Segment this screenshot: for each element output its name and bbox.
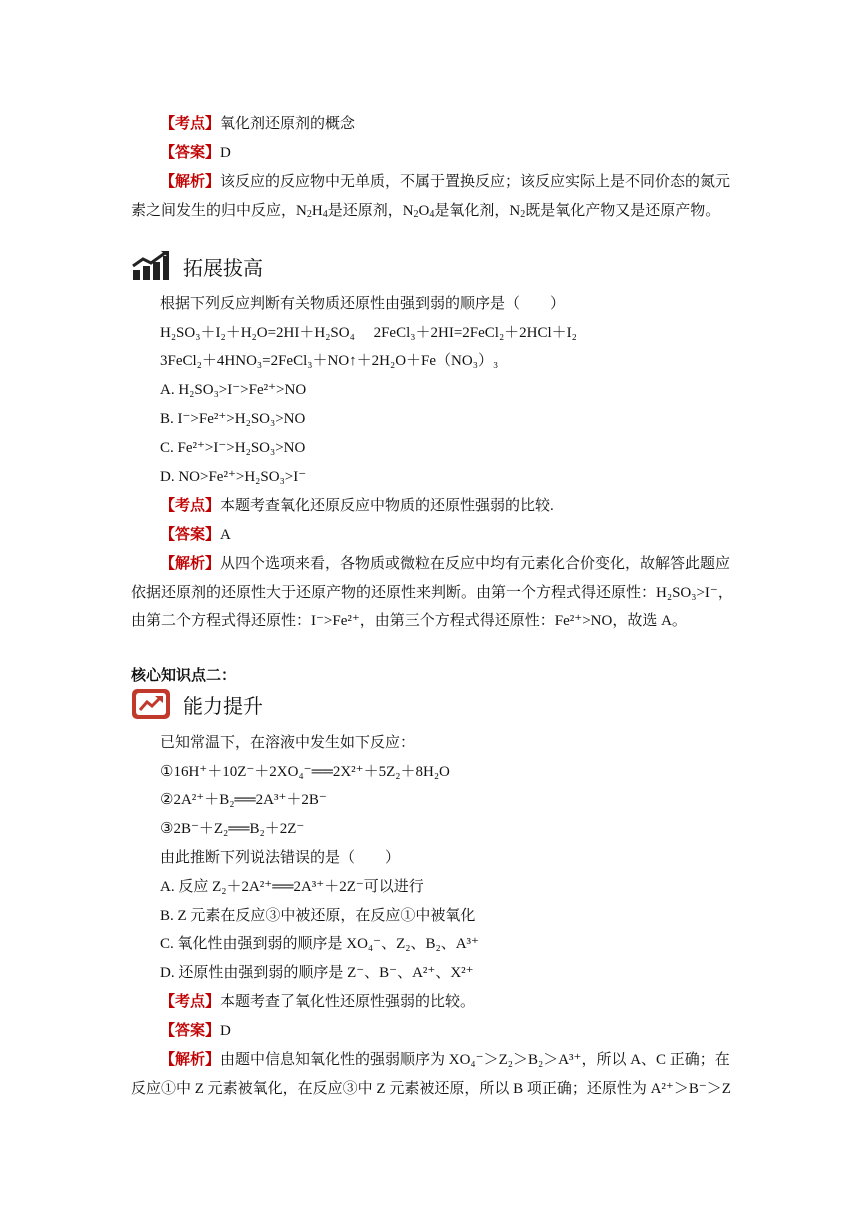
jiexi-line-2c: 由第二个方程式得还原性：I⁻>Fe²⁺，由第三个方程式得还原性：Fe²⁺>NO，故选 A。 [131,613,687,629]
option-a: A. H₂SO₃>I⁻>Fe²⁺>NO [160,382,307,398]
kaodian-tag: 【考点】 [160,498,221,514]
subscript: 4 [429,209,435,220]
option-d: D. NO>Fe²⁺>H₂SO₃>I⁻ [160,469,307,485]
section-header-nengli [131,688,263,720]
jiexi-tag: 【解析】 [160,556,221,572]
subscript: 2 [520,209,526,220]
option-d: D. 还原性由强到弱的顺序是 Z⁻、B⁻、A²⁺、X²⁺ [160,965,474,981]
equation-line: 3FeCl₂＋4HNO₃=2FeCl₃＋NO↑＋2H₂O＋Fe（NO₃）₃ [160,353,499,369]
section-title: 能力提升 [183,693,263,718]
answer-text: D [220,1023,231,1039]
jiexi-tag: 【解析】 [160,1052,221,1068]
section-title: 拓展拔高 [183,255,263,280]
jiexi-text: 由题中信息知氧化性的强弱顺序为 XO₄⁻＞Z₂＞B₂＞A³⁺，所以 A、C 正确；在 [220,1052,730,1068]
answer-line-3 [160,1021,231,1041]
answer-tag: 【答案】 [160,527,221,543]
jiexi-text-part: 既是氧化产物又是还原产物。 [525,203,721,219]
option-b: B. Z 元素在反应③中被还原，在反应①中被氧化 [160,908,476,924]
jiexi-text: 该反应的反应物中无单质，不属于置换反应；该反应实际上是不同价态的氮元 [220,174,731,190]
growth-chart-icon [131,250,171,282]
subscript: 4 [322,209,328,220]
reaction-3: ③2B⁻＋Z₂══B₂＋2Z⁻ [160,821,305,837]
reaction-2: ②2A²⁺＋B₂══2A³⁺＋2B⁻ [160,792,327,808]
answer-line-2 [160,525,231,545]
subscript: 2 [306,209,312,220]
jiexi-text-part: O [418,203,430,219]
answer-text: D [220,145,231,161]
section-header-tuozhan [131,250,263,282]
kaodian-line-2 [160,496,554,516]
jiexi-line-2b: 依据还原剂的还原性大于还原产物的还原性来判断。由第一个方程式得还原性：H₂SO₃>I⁻， [131,585,733,601]
equation-line: H₂SO₃＋I₂＋H₂O=2HI＋H₂SO₄ 2FeCl₃＋2HI=2FeCl₂＋2HCl＋I₂ [160,325,577,341]
jiexi-text-part: 素之间发生的归中反应，N [131,203,307,219]
option-b: B. I⁻>Fe²⁺>H₂SO₃>NO [160,411,306,427]
jiexi-line-3a [160,1050,730,1070]
answer-text: A [220,527,231,543]
trend-up-icon [131,688,171,720]
kaodian-text: 氧化剂还原剂的概念 [220,116,356,132]
jiexi-line-2a [160,554,730,574]
jiexi-tag: 【解析】 [160,174,221,190]
kaodian-text: 本题考查了氧化性还原性强弱的比较。 [220,994,476,1010]
reaction-1: ①16H⁺＋10Z⁻＋2XO₄⁻══2X²⁺＋5Z₂＋8H₂O [160,764,450,780]
question-text: 由此推断下列说法错误的是（ ） [160,850,401,866]
jiexi-text-part: 是还原剂，N [327,203,414,219]
kaodian-tag: 【考点】 [160,116,221,132]
jiexi-line-1a [160,172,730,192]
jiexi-text-part: 是氧化剂，N [434,203,521,219]
option-c: C. Fe²⁺>I⁻>H₂SO₃>NO [160,440,306,456]
option-a: A. 反应 Z₂＋2A²⁺══2A³⁺＋2Z⁻可以进行 [160,879,424,895]
kaodian-line-3 [160,992,475,1012]
answer-tag: 【答案】 [160,145,221,161]
jiexi-line-3b: 反应①中 Z 元素被氧化，在反应③中 Z 元素被还原，所以 B 项正确；还原性为 A²⁺＞B⁻＞Z [131,1081,731,1097]
jiexi-line-1b [131,201,720,221]
answer-line-1 [160,143,231,163]
option-c: C. 氧化性由强到弱的顺序是 XO₄⁻、Z₂、B₂、A³⁺ [160,936,479,952]
intro-text: 已知常温下，在溶液中发生如下反应： [160,735,416,751]
kaodian-text: 本题考查氧化还原反应中物质的还原性强弱的比较. [220,498,554,514]
question-text: 根据下列反应判断有关物质还原性由强到弱的顺序是（ ） [160,296,566,312]
subscript: 2 [413,209,419,220]
jiexi-text: 从四个选项来看，各物质或微粒在反应中均有元素化合价变化，故解答此题应 [220,556,731,572]
jiexi-text-part: H [311,203,323,219]
kaodian-line-1 [160,114,355,134]
knowledge-point-heading: 核心知识点二： [131,666,237,684]
kaodian-tag: 【考点】 [160,994,221,1010]
answer-tag: 【答案】 [160,1023,221,1039]
